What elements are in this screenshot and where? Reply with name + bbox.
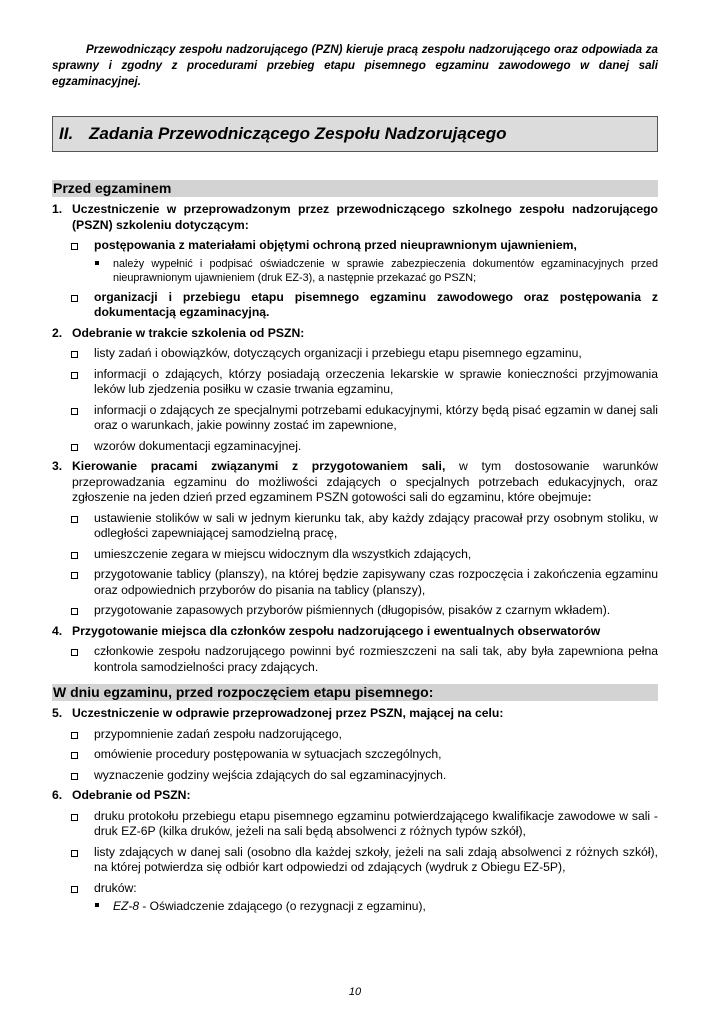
list-item-2 [52,326,658,342]
chapter-heading [52,116,658,152]
intro-paragraph: Przewodniczący zespołu nadzorującego (PZN) kieruje pracą zespołu nadzorującego oraz odpowiada za sprawny i zgodny z procedurami przebieg etapu pisemnego egzaminu zawodowego w danej sali egzaminacyjnej. [52,43,658,88]
item-text: w tym dostosowanie warunków przeprowadzania egzaminu do możliwości zdających o specjalnych potrzebach edukacyjnych, oraz zgłoszenie na jeden dzień przed egzaminem PSZN gotowości sali do egzaminu, które obejmuje [72,459,658,504]
list-item-6 [52,788,658,804]
sub-item-text: druków: [94,880,137,895]
sub-item-text: postępowania z materiałami objętymi ochroną przed nieuprawnionym ujawnieniem, [94,238,577,252]
sub-item-text: informacji o zdających, którzy posiadają orzeczenia lekarskie w sprawie konieczności przyjmowania leków lub zjedzenia posiłku w czasie trwania egzaminu, [94,366,658,396]
sub-sub-item [52,899,658,913]
checkbox-bullet-icon [71,850,78,857]
sub-item-text: przygotowanie tablicy (planszy), na której będzie zapisywany czas rozpoczęcia i zakończenia egzaminu oraz odpowiednich przyborów do pisania na tablicy (planszy), [94,567,658,597]
item-text: Przygotowanie miejsca dla członków zespołu nadzorującego i ewentualnych obserwatorów [72,623,601,638]
list-item-4 [52,624,658,640]
checkbox-bullet-icon [71,372,78,379]
sub-item [52,403,658,434]
sub-item [52,511,658,542]
sub-item-text: listy zdających w danej sali (osobno dla każdej szkoły, jeżeli na sali zdają absolwenci z różnych szkół), na której potwierdza się odbiór kart odpowiedzi od zdających (wydruk z Obiegu EZ-5P), [94,844,658,874]
checkbox-bullet-icon [71,752,78,759]
sub-item [52,439,658,455]
checkbox-bullet-icon [71,773,78,780]
sub-item [52,644,658,675]
sub-item [52,238,658,254]
sub-item [52,881,658,897]
sub-item [52,727,658,743]
square-bullet-icon [95,261,99,265]
item-bold-text: Kierowanie pracami związanymi z przygotowaniem sali, [72,459,446,473]
checkbox-bullet-icon [71,886,78,893]
item-number: 3. [52,459,63,473]
sub-item-text: wzorów dokumentacji egzaminacyjnej. [94,438,302,453]
sub-item-text: przypomnienie zadań zespołu nadzorującego, [94,726,342,741]
section-heading-exam-day: W dniu egzaminu, przed rozpoczęciem etapu pisemnego: [52,684,658,701]
sub-item-text: organizacji i przebiegu etapu pisemnego egzaminu zawodowego oraz postępowania z dokumentacją egzaminacyjną. [94,289,658,319]
list-item-5 [52,706,658,722]
checkbox-bullet-icon [71,351,78,358]
sub-item-text: omówienie procedury postępowania w sytuacjach szczególnych, [94,747,442,761]
sub-item-text: przygotowanie zapasowych przyborów piśmiennych (długopisów, pisaków z czarnym wkładem). [94,603,611,617]
checkbox-bullet-icon [71,552,78,559]
sub-item [52,747,658,763]
sub-sub-item [52,257,658,285]
sub-item-text: członkowie zespołu nadzorującego powinni być rozmieszczeni na sali tak, aby była zapewniona pełna kontrola samodzielności pracy zdających. [94,644,658,674]
checkbox-bullet-icon [71,649,78,656]
sub-item-text: informacji o zdających ze specjalnymi potrzebami edukacyjnymi, którzy będą pisać egzamin w danej sali oraz o warunkach, jakie powinny zostać im zapewnione, [94,402,658,432]
item-number: 4. [52,623,63,638]
item-text: Odebranie od PSZN: [72,788,191,802]
section-heading-before-exam: Przed egzaminem [52,180,658,197]
checkbox-bullet-icon [71,608,78,615]
checkbox-bullet-icon [71,243,78,250]
sub-item [52,768,658,784]
sub-item [52,547,658,563]
checkbox-bullet-icon [71,295,78,302]
checkbox-bullet-icon [71,444,78,451]
document-page [52,42,658,998]
checkbox-bullet-icon [71,732,78,739]
sub-item [52,809,658,840]
item-text: Uczestniczenie w przeprowadzonym przez przewodniczącego szkolnego zespołu nadzorującego (PSZN) szkoleniu dotyczącym: [72,202,658,232]
sub-item [52,845,658,876]
chapter-number: II. [59,124,74,143]
sub-item [52,567,658,598]
sub-item [52,603,658,619]
checkbox-bullet-icon [71,516,78,523]
item-colon: : [587,490,592,504]
sub-sub-item-text: należy wypełnić i podpisać oświadczenie w sprawie zabezpieczenia dokumentów egzaminacyjnych przed nieuprawnionym ujawnieniem (druk EZ-3), a następnie przekazać go PSZN; [113,257,658,284]
sub-item-text: umieszczenie zegara w miejscu widocznym dla wszystkich zdających, [94,546,472,561]
sub-item-text: listy zadań i obowiązków, dotyczących organizacji i przebiegu etapu pisemnego egzaminu, [94,346,582,360]
item-number: 2. [52,325,63,340]
sub-item-text: wyznaczenie godziny wejścia zdających do sal egzaminacyjnych. [94,767,447,782]
item-number: 6. [52,788,63,802]
list-item-3 [52,459,658,506]
list-item-1 [52,202,658,233]
checkbox-bullet-icon [71,408,78,415]
sub-item [52,346,658,362]
checkbox-bullet-icon [71,814,78,821]
item-text: Odebranie w trakcie szkolenia od PSZN: [72,325,305,340]
form-code: EZ-8 [113,899,140,913]
item-number: 5. [52,706,63,720]
sub-item [52,367,658,398]
square-bullet-icon [95,903,99,907]
sub-item-text: ustawienie stolików w sali w jednym kierunku tak, aby każdy zdający pracował przy osobnym stoliku, w odległości zapewniającej samodzielną pracę, [94,510,658,540]
chapter-title: Zadania Przewodniczącego Zespołu Nadzorującego [89,124,507,143]
sub-sub-item-text: - Oświadczenie zdającego (o rezygnacji z egzaminu), [139,899,426,913]
sub-item-text: druku protokołu przebiegu etapu pisemnego egzaminu potwierdzającego kwalifikacje zawodowe w sali - druk EZ-6P (kilka druków, jeżeli na sali będą absolwenci z różnych typów szkół), [94,808,658,838]
sub-item [52,290,658,321]
item-number: 1. [52,202,63,216]
page-number: 10 [348,986,362,998]
item-text: Uczestniczenie w odprawie przeprowadzonej przez PSZN, mającej na celu: [72,706,504,720]
checkbox-bullet-icon [71,572,78,579]
